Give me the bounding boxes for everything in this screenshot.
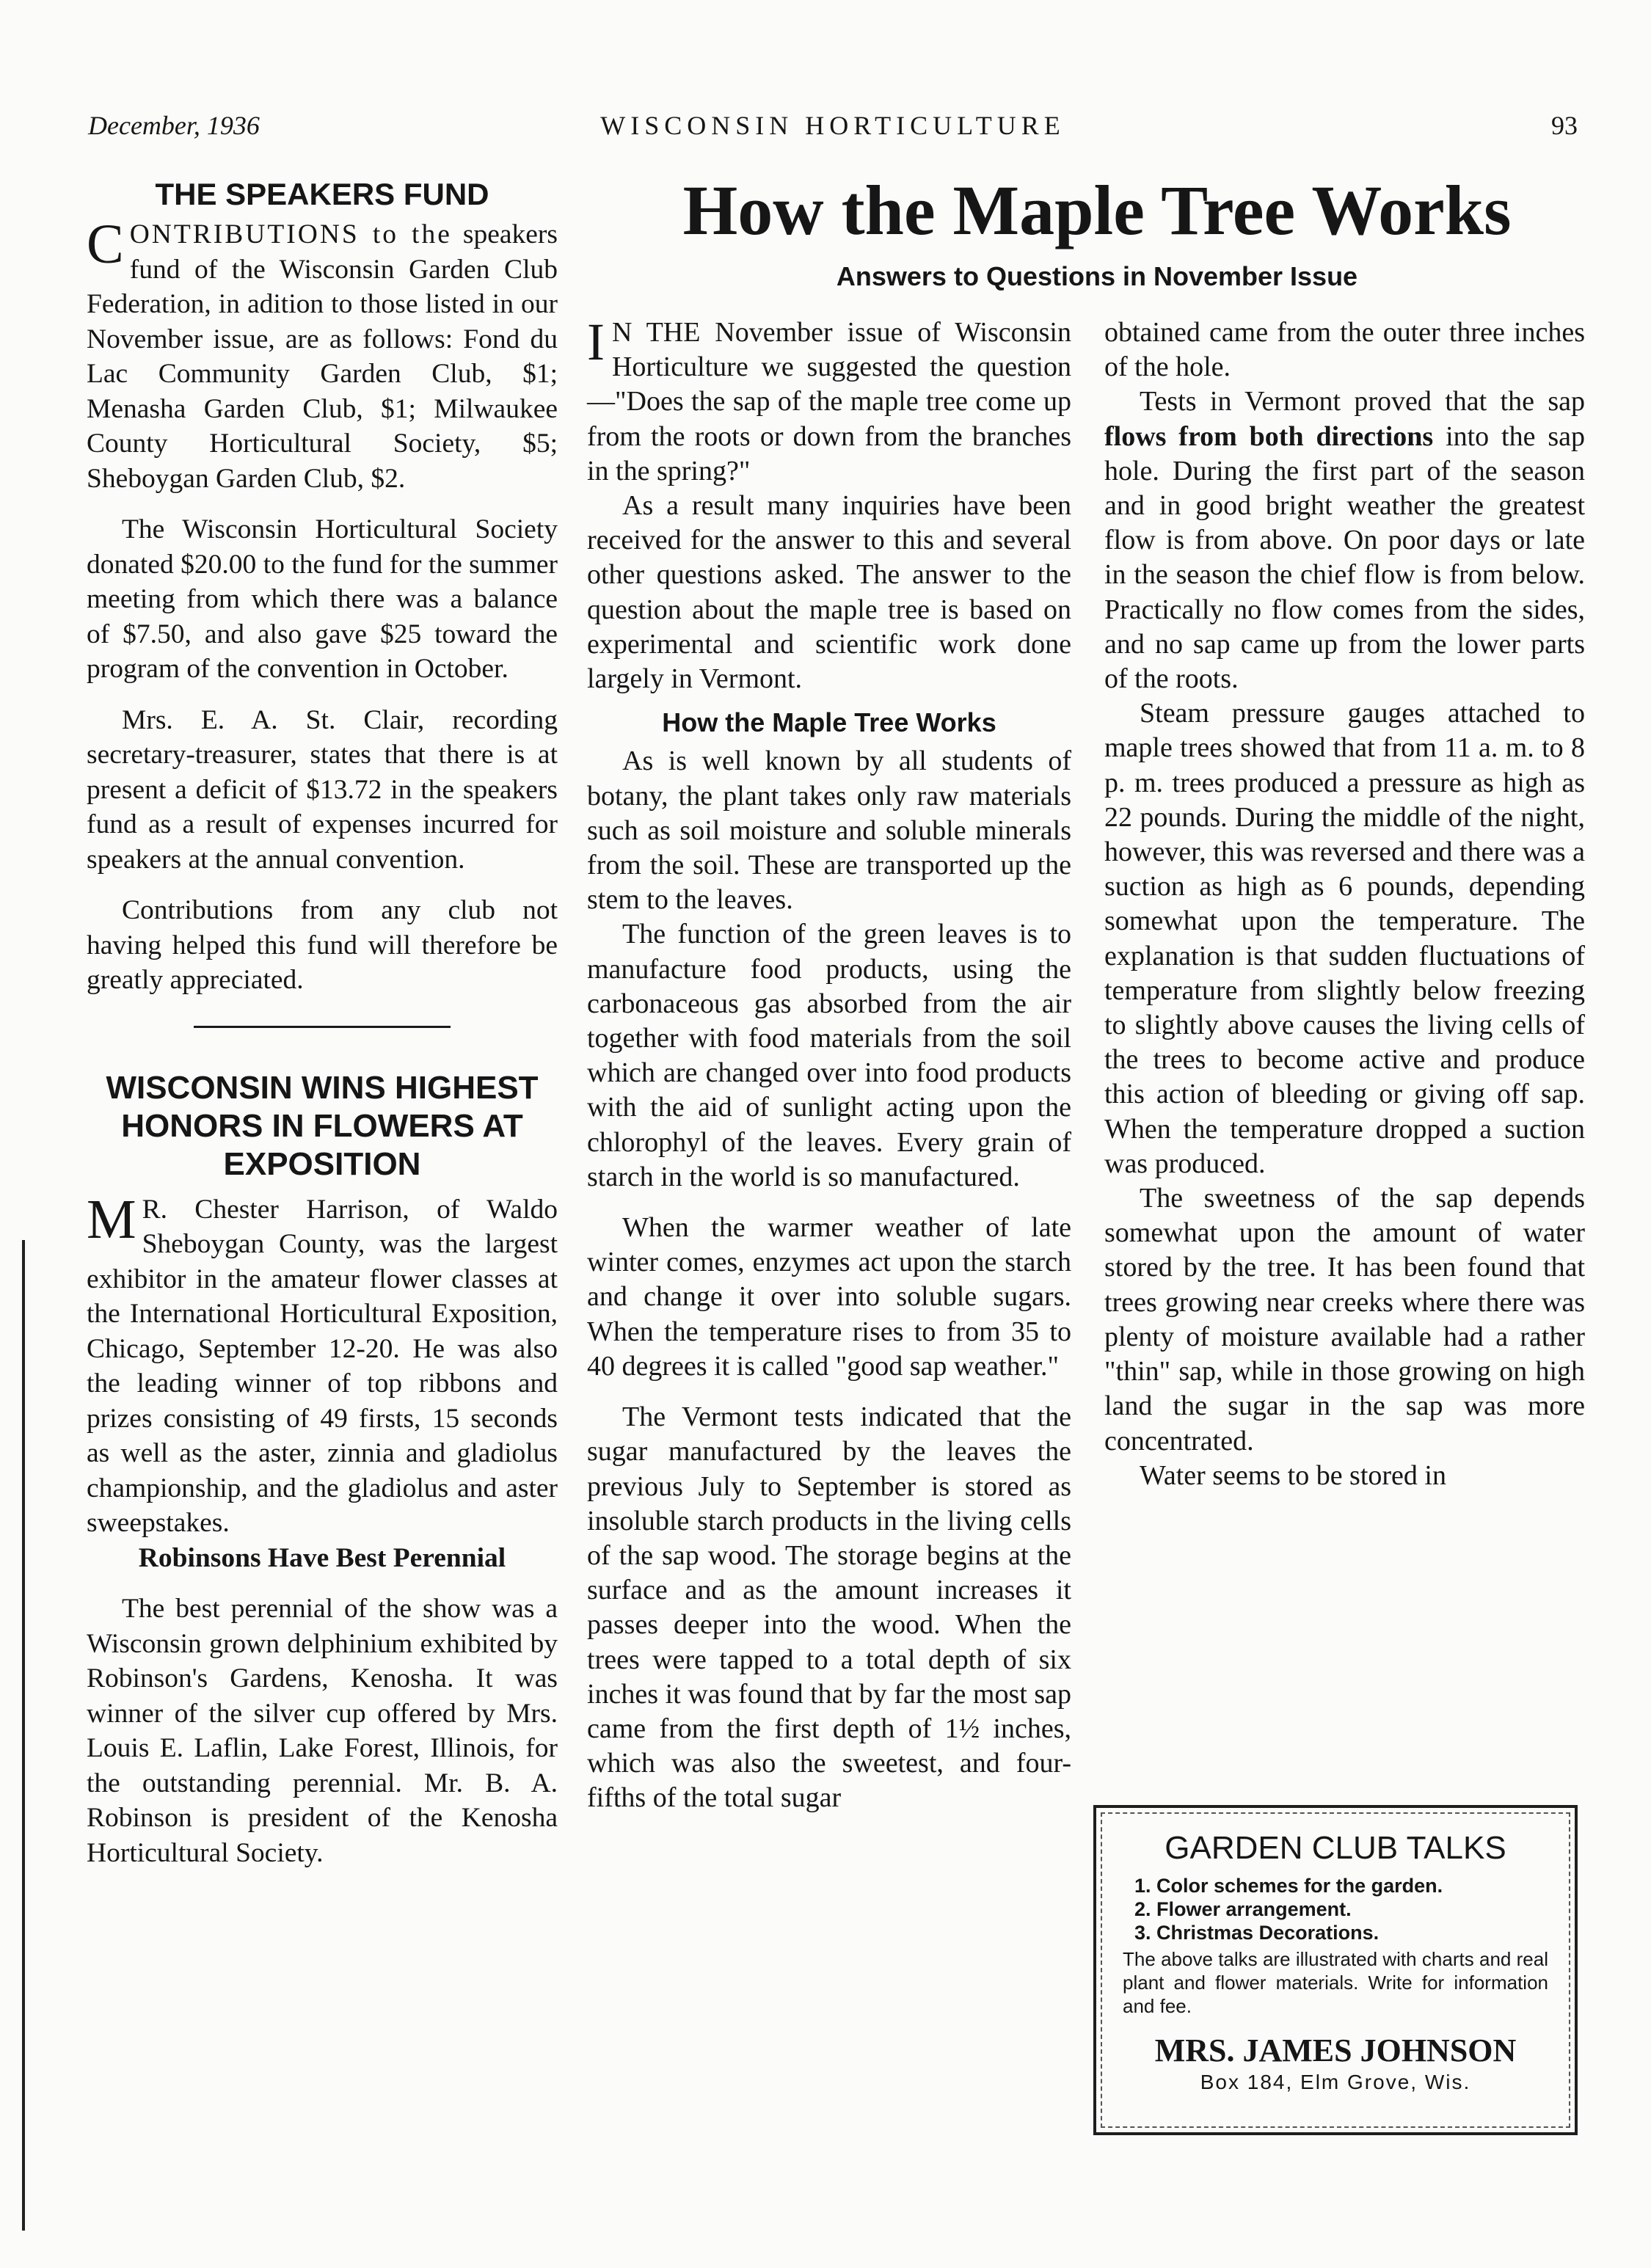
maple-paragraph-2: As a result many inquiries have been received for the answer to this and several other questions asked. The answer to the question about the maple tree is based on experimental and scientific work done largely in Vermont.: [587, 490, 1071, 695]
page-header: [88, 110, 1578, 154]
ad-talk-item: 3. Christmas Decorations.: [1134, 1922, 1380, 1944]
maple-text-8a: Tests in Vermont proved that the sap: [1140, 386, 1585, 417]
ad-title: GARDEN CLUB TALKS: [1165, 1830, 1506, 1866]
maple-paragraph-6: The Vermont tests indicated that the sugar manufactured by the leaves the previous July to September is stored as insoluble starch products in the living cells of the sap wood. The storage begins at the surface and as the amount increases it passes deeper into the wood. When the trees were tapped to a total depth of six inches it was found that by far the most sap came from the first depth of 1½ inches, which was also the sweetest, and four-fifths of the total sugar: [587, 1401, 1071, 1814]
maple-paragraph-9: Steam pressure gauges attached to maple trees showed that from 11 a. m. to 8 p. m. trees produced a pressure as high as 22 pounds. During the middle of the night, however, this was reversed and there was a suction as high as 6 pounds, depending somewhat upon the temperature. The explanation is that sudden fluctuations of temperature from slightly below freezing to slightly above causes the living cells of the trees to become active and produce this action of bleeding or giving off sap. When the temperature dropped a suction was produced.: [1104, 698, 1585, 1179]
speakers-fund-text-1: speakers fund of the Wisconsin Garden Club Federation, in adition to those listed in our November issue, are as follows: Fond du Lac Community Garden Club, $1; Menasha Garden Club, $1; Milwaukee County Horticultural Society, $5; Sheboygan Garden Club, $2.: [87, 219, 558, 494]
drop-cap: C: [87, 214, 124, 275]
robinsons-subheading: Robinsons Have Best Perennial: [138, 1542, 506, 1573]
left-column: [87, 176, 558, 1870]
ad-contact-address: Box 184, Elm Grove, Wis.: [1200, 2071, 1471, 2093]
maple-text-8-bold: flows from both directions: [1104, 420, 1434, 452]
maple-paragraph-4: The function of the green leaves is to manufacture food products, using the carbonaceous gas absorbed from the air together with food materials from the soil which are changed over into food products with the aid of sunlight acting upon the chlorophyl of the leaves. Every grain of starch in the world is so manufactured.: [587, 919, 1071, 1192]
drop-cap: M: [87, 1188, 136, 1250]
middle-column: [587, 313, 1071, 1816]
maple-inner-heading: How the Maple Tree Works: [662, 707, 996, 738]
maple-text-1: N THE November issue of Wisconsin Horticulture we suggested the question—"Does the sap of the maple tree come up from the roots or down from the branches in the spring?": [587, 317, 1071, 486]
lead-caps: ONTRIBUTIONS to the: [129, 219, 452, 249]
maple-paragraph-3: As is well known by all students of botany, the plant takes only raw materials such as soil moisture and soluble minerals from the soil. These are transported up the stem to the leaves.: [587, 745, 1071, 916]
maple-text-8b: into the sap hole. During the first part of the season and in good bright weather the greatest flow is from above. On poor days or late in the season the chief flow is from below. Practically no flow comes from the sides, and no sap came up from the lower parts of the roots.: [1104, 420, 1585, 695]
ad-note: The above talks are illustrated with charts and real plant and flower materials. Write for information and fee.: [1123, 1948, 1548, 2017]
maple-paragraph-5: When the warmer weather of late winter comes, enzymes act upon the starch and change it over into soluble sugars. When the temperature rises to from 35 to 40 degrees it is called "good sap weather.": [587, 1212, 1071, 1382]
maple-paragraph-1: [587, 313, 1071, 489]
speakers-fund-paragraph-4: Contributions from any club not having helped this fund will therefore be greatly appreciated.: [87, 895, 558, 995]
maple-paragraph-11: Water seems to be stored in: [1140, 1459, 1446, 1491]
article-subtitle: Answers to Questions in November Issue: [836, 261, 1358, 291]
ad-talk-list: [1123, 1874, 1548, 1944]
drop-cap: I: [587, 313, 605, 371]
wisconsin-wins-heading: WISCONSIN WINS HIGHEST HONORS IN FLOWERS AT EXPOSITION: [106, 1069, 539, 1182]
section-divider: [194, 1026, 451, 1028]
speakers-fund-paragraph-2: The Wisconsin Horticultural Society donated $20.00 to the fund for the summer meeting from which there was a balance of $7.50, and also gave $25 toward the program of the convention in October.: [87, 514, 558, 684]
wisconsin-wins-paragraph-1: [87, 1188, 558, 1541]
column-rule: [22, 1240, 25, 2231]
wisconsin-wins-paragraph-2: The best perennial of the show was a Wisconsin grown delphinium exhibited by Robinson's Gardens, Kenosha. It was winner of the silver cup offered by Mrs. Louis E. Laflin, Lake Forest, Illinois, for the outstanding perennial. Mr. B. A. Robinson is president of the Kenosha Horticultural Society.: [87, 1594, 558, 1868]
maple-paragraph-8: [1104, 384, 1585, 696]
speakers-fund-paragraph-1: [87, 214, 558, 496]
journal-title: WISCONSIN HORTICULTURE: [600, 111, 1065, 140]
issue-date: December, 1936: [88, 111, 260, 140]
right-column: [1104, 316, 1585, 1493]
speakers-fund-paragraph-3: Mrs. E. A. St. Clair, recording secretary-treasurer, states that there is at present a deficit of $13.72 in the speakers fund as a result of expenses incurred for speakers at the annual convention.: [87, 704, 558, 875]
ad-talk-item: 2. Flower arrangement.: [1134, 1898, 1352, 1920]
maple-paragraph-10: The sweetness of the sap depends somewhat upon the amount of water stored by the tree. It has been found that trees growing near creeks where there was plenty of moisture available had a rather "thin" sap, while in those growing on high land the sugar in the sap was more concentrated.: [1104, 1183, 1585, 1456]
page-number: 93: [1551, 111, 1578, 140]
ad-contact-name: MRS. JAMES JOHNSON: [1154, 2032, 1517, 2068]
article-title: How the Maple Tree Works: [682, 171, 1512, 249]
speakers-fund-heading: THE SPEAKERS FUND: [155, 177, 489, 211]
garden-club-talks-ad: [1093, 1805, 1578, 2135]
maple-paragraph-7: obtained came from the outer three inches of the hole.: [1104, 317, 1585, 383]
ad-talk-item: 1. Color schemes for the garden.: [1134, 1875, 1443, 1897]
wisconsin-wins-text-1: R. Chester Harrison, of Waldo Sheboygan County, was the largest exhibitor in the amateur flower classes at the International Horticultural Exposition, Chicago, September 12-20. He was also the leading winner of top ribbons and prizes consisting of 49 firsts, 15 seconds as well as the aster, zinnia and gladiolus championship, and the gladiolus and aster sweepstakes.: [87, 1194, 558, 1538]
